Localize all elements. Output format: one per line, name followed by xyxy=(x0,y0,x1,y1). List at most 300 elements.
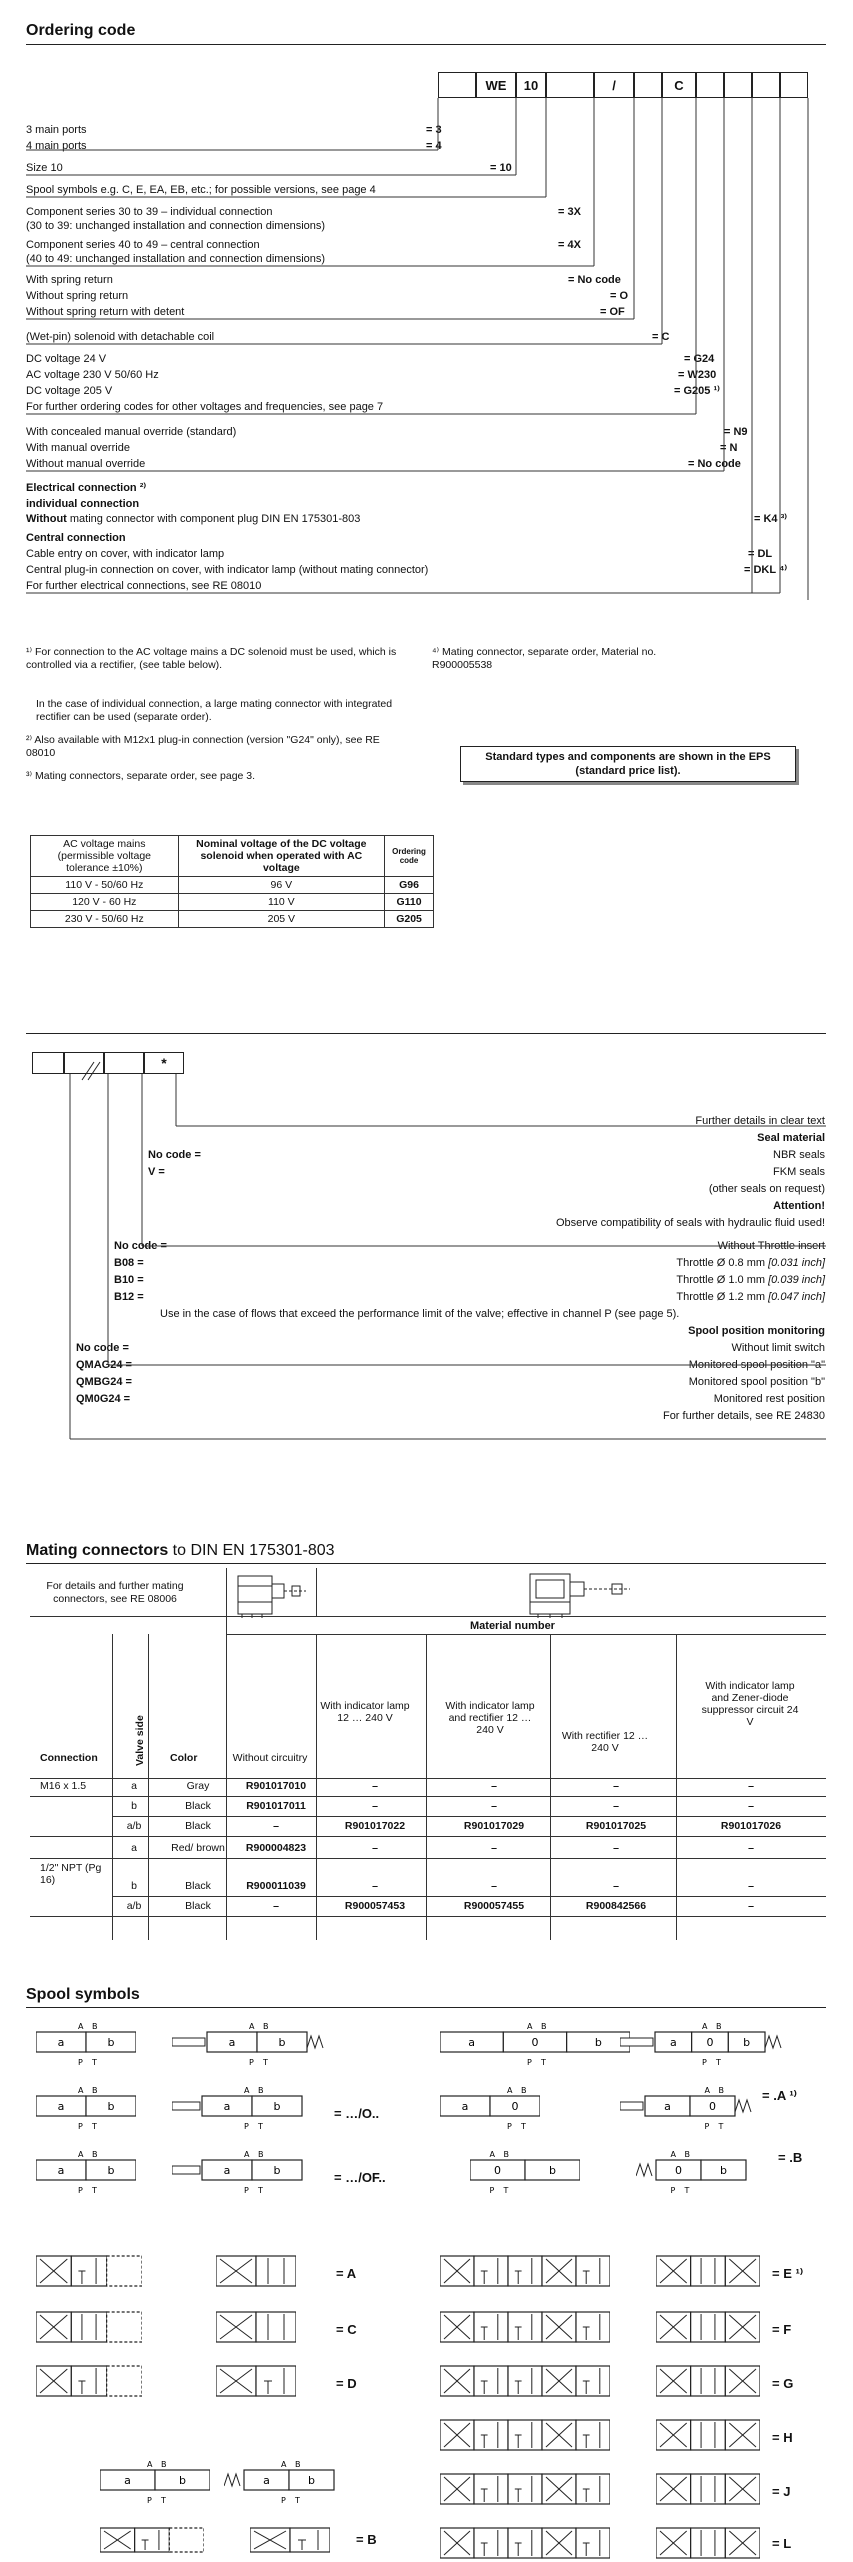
svg-text:A: A xyxy=(78,2022,84,2031)
svg-text:T: T xyxy=(718,2122,724,2131)
svg-text:P: P xyxy=(147,2496,152,2505)
code-row-label: Central connection xyxy=(26,532,126,544)
desc-text: Observe compatibility of seals with hydraulic fluid used! xyxy=(555,1217,825,1229)
code-value: = DL xyxy=(748,548,773,560)
divider xyxy=(30,1858,826,1859)
spool-label: = .B xyxy=(778,2150,803,2165)
option-code: QMBG24 = xyxy=(76,1376,132,1388)
spool-symbol xyxy=(216,2310,296,2346)
spool-symbol xyxy=(440,2082,540,2132)
mat-cell: Black xyxy=(185,1820,211,1832)
svg-text:0: 0 xyxy=(531,2036,539,2049)
spool-symbol xyxy=(440,2526,610,2562)
svg-text:P: P xyxy=(702,2058,707,2067)
svg-text:T: T xyxy=(541,2058,546,2067)
svg-text:T: T xyxy=(92,2186,97,2195)
svg-text:T: T xyxy=(684,2186,690,2195)
mat-cell: – xyxy=(613,1800,619,1812)
svg-text:B: B xyxy=(718,2086,724,2095)
spool-label: = G xyxy=(772,2376,794,2391)
mat-cell: a/b xyxy=(126,1820,142,1832)
spool-symbol xyxy=(216,2254,296,2290)
option-code: B12 = xyxy=(114,1291,144,1303)
option-code: B10 = xyxy=(114,1274,144,1286)
svg-text:b: b xyxy=(278,2036,286,2049)
svg-text:a: a xyxy=(664,2100,671,2113)
svg-text:b: b xyxy=(594,2036,602,2049)
spool-symbol xyxy=(224,2456,354,2506)
svg-text:a: a xyxy=(57,2100,65,2113)
code-box: / xyxy=(594,72,634,98)
mat-cell: – xyxy=(372,1780,378,1792)
mat-cell: – xyxy=(273,1900,279,1912)
svg-text:b: b xyxy=(273,2100,281,2113)
mat-cell: – xyxy=(748,1880,754,1892)
divider xyxy=(30,1916,826,1917)
desc-text: Monitored rest position xyxy=(713,1393,825,1405)
divider xyxy=(316,1568,317,1616)
rest: mating connector with component plug DIN EN 175301-803 xyxy=(66,513,361,525)
svg-text:0: 0 xyxy=(675,2164,682,2177)
svg-text:P: P xyxy=(249,2058,254,2067)
table-row: 230 V - 50/60 Hz 205 V G205 xyxy=(31,911,434,928)
spool-symbol xyxy=(36,2146,136,2196)
svg-text:A: A xyxy=(704,2086,710,2095)
connector-with-circuitry-image xyxy=(520,1572,650,1620)
mat-col-header: Connection xyxy=(40,1752,98,1764)
desc-text: (other seals on request) xyxy=(708,1183,825,1195)
mat-cell: – xyxy=(372,1800,378,1812)
spool-symbol xyxy=(36,2018,136,2068)
code-row-label: Component series 30 to 39 – individual connection xyxy=(26,206,273,218)
desc-text: Without limit switch xyxy=(731,1342,825,1354)
option-code: B08 = xyxy=(114,1257,144,1269)
svg-text:b: b xyxy=(107,2164,115,2177)
svg-text:P: P xyxy=(704,2122,710,2131)
mat-cell: – xyxy=(372,1880,378,1892)
svg-text:b: b xyxy=(308,2474,315,2487)
code-value: = N xyxy=(720,442,738,454)
svg-text:A: A xyxy=(281,2460,287,2469)
spool-symbol xyxy=(656,2254,760,2290)
option-code: No code = xyxy=(76,1342,129,1354)
svg-text:T: T xyxy=(161,2496,166,2505)
svg-text:T: T xyxy=(521,2122,526,2131)
mat-cell: R901017025 xyxy=(585,1820,647,1832)
svg-text:A: A xyxy=(527,2022,533,2031)
divider xyxy=(148,1634,149,1940)
spool-label: = C xyxy=(336,2322,357,2337)
spool-symbol xyxy=(656,2526,760,2562)
option-code: No code = xyxy=(114,1240,167,1252)
code-value: = No code xyxy=(688,458,741,470)
svg-text:a: a xyxy=(669,2036,677,2049)
svg-text:0: 0 xyxy=(706,2036,714,2049)
svg-text:0: 0 xyxy=(494,2164,501,2177)
divider xyxy=(426,1634,427,1940)
code-row-label: 4 main ports xyxy=(26,140,87,152)
svg-text:a: a xyxy=(223,2100,231,2113)
spool-symbol xyxy=(656,2472,760,2508)
code-value: = DKL ⁴⁾ xyxy=(744,564,788,576)
mat-cell: a/b xyxy=(126,1900,142,1912)
code-value: = K4 ³⁾ xyxy=(754,513,787,525)
option-code: No code = xyxy=(148,1149,201,1161)
divider xyxy=(676,1634,677,1940)
desc-text: Spool position monitoring xyxy=(688,1325,825,1337)
mat-cell: R901017022 xyxy=(344,1820,406,1832)
svg-text:T: T xyxy=(295,2496,300,2505)
svg-text:B: B xyxy=(521,2086,527,2095)
desc-text: Throttle Ø 0.8 mm xyxy=(676,1257,766,1269)
spool-symbol xyxy=(656,2310,760,2346)
mat-cell: R900011039 xyxy=(246,1880,306,1892)
footnote-1: ¹⁾ For connection to the AC voltage mains a DC solenoid must be used, which is controlled via a rectifier, (see table below). xyxy=(26,646,397,671)
code-box: C xyxy=(662,72,696,98)
footnote-4: ⁴⁾ Mating connector, separate order, Material no. R900005538 xyxy=(432,646,657,671)
ordering-code-title: Ordering code xyxy=(26,22,136,39)
code-row-label: (30 to 39: unchanged installation and connection dimensions) xyxy=(26,220,326,232)
svg-text:0: 0 xyxy=(511,2100,519,2113)
svg-text:a: a xyxy=(57,2036,65,2049)
svg-text:T: T xyxy=(503,2186,509,2195)
desc-text: Further details in clear text xyxy=(695,1115,825,1127)
ac-col-code: Ordering code xyxy=(385,836,434,877)
svg-text:a: a xyxy=(263,2474,270,2487)
svg-text:b: b xyxy=(743,2036,751,2049)
desc-text: Throttle Ø 1.0 mm xyxy=(676,1274,766,1286)
svg-text:B: B xyxy=(258,2150,264,2159)
standard-types-note: Standard types and components are shown in the EPS (standard price list). xyxy=(460,746,796,782)
svg-text:a: a xyxy=(223,2164,231,2177)
code-value: = G205 ¹⁾ xyxy=(674,385,720,397)
spool-label: = J xyxy=(772,2484,791,2499)
mat-col-header: With indicator lamp and Zener-diode suppressor circuit 24 V xyxy=(701,1680,799,1728)
svg-text:B: B xyxy=(503,2150,509,2159)
spool-symbols-title: Spool symbols xyxy=(26,1986,140,2003)
code-row-label: 3 main ports xyxy=(26,124,87,136)
spool-symbol xyxy=(100,2526,204,2556)
svg-text:0: 0 xyxy=(709,2100,716,2113)
svg-text:A: A xyxy=(507,2086,513,2095)
code-value: = 3X xyxy=(558,206,581,218)
spool-label: = A xyxy=(336,2266,357,2281)
mating-intro: For details and further mating connectors, see RE 08006 xyxy=(46,1580,184,1605)
code-value: = 4X xyxy=(558,239,581,251)
mat-cell: – xyxy=(748,1780,754,1792)
svg-text:B: B xyxy=(92,2150,98,2159)
svg-text:a: a xyxy=(124,2474,131,2487)
code-value: = 3 xyxy=(426,124,442,136)
code-row-label: With spring return xyxy=(26,274,113,286)
code-value: = No code xyxy=(568,274,621,286)
divider xyxy=(316,1634,317,1940)
mat-cell: – xyxy=(491,1780,497,1792)
svg-text:b: b xyxy=(179,2474,186,2487)
mat-col-header: With indicator lamp 12 … 240 V xyxy=(320,1700,410,1724)
spool-label: = L xyxy=(772,2536,792,2551)
footnote-2: ²⁾ Also available with M12x1 plug-in connection (version "G24" only), see RE 08010 xyxy=(26,734,380,759)
mat-cell: 1/2" NPT (Pg 16) xyxy=(40,1862,102,1886)
code-box: 10 xyxy=(516,72,546,98)
code-value: = C xyxy=(652,331,670,343)
desc-extra: [0.039 inch] xyxy=(768,1274,825,1286)
code-row-label: Size 10 xyxy=(26,162,63,174)
spool-symbol xyxy=(620,2082,760,2132)
spool-label: = …/O.. xyxy=(334,2106,380,2121)
spool-label: = …/OF.. xyxy=(334,2170,386,2185)
mat-cell: Gray xyxy=(186,1780,210,1792)
spool-label: = E ¹⁾ xyxy=(772,2266,804,2281)
ac-voltage-table xyxy=(30,835,434,928)
mat-col-header: With rectifier 12 … 240 V xyxy=(561,1730,649,1754)
spool-label: = B xyxy=(356,2532,377,2547)
code-row-label: Spool symbols e.g. C, E, EA, EB, etc.; for possible versions, see page 4 xyxy=(26,184,376,196)
desc-extra: [0.031 inch] xyxy=(768,1257,825,1269)
spool-symbol xyxy=(100,2456,210,2506)
connector-without-circuitry-image xyxy=(232,1572,312,1620)
spool-symbol xyxy=(656,2364,760,2400)
svg-text:b: b xyxy=(549,2164,556,2177)
desc-text: Monitored spool position "b" xyxy=(688,1376,825,1388)
divider xyxy=(30,1796,826,1797)
spool-symbol xyxy=(656,2418,760,2454)
desc-text: Attention! xyxy=(773,1200,825,1212)
svg-text:A: A xyxy=(147,2460,153,2469)
spool-symbol xyxy=(36,2364,142,2400)
divider xyxy=(112,1896,826,1897)
svg-text:A: A xyxy=(78,2086,84,2095)
svg-text:T: T xyxy=(258,2186,263,2195)
desc-extra: [0.047 inch] xyxy=(768,1291,825,1303)
option-box: * xyxy=(144,1052,184,1074)
option-code: QM0G24 = xyxy=(76,1393,131,1405)
svg-text:B: B xyxy=(684,2150,690,2159)
mat-cell: Red/ brown xyxy=(171,1842,225,1854)
spool-symbol xyxy=(620,2018,800,2068)
desc-text: For further details, see RE 24830 xyxy=(662,1410,825,1422)
divider xyxy=(112,1816,826,1817)
svg-text:b: b xyxy=(107,2100,115,2113)
mat-cell: – xyxy=(748,1900,754,1912)
spool-symbol xyxy=(440,2472,610,2508)
code-row-label: (Wet-pin) solenoid with detachable coil xyxy=(26,331,215,343)
mat-col-header: Without circuitry xyxy=(232,1752,308,1764)
desc-text: Seal material xyxy=(757,1132,825,1144)
mat-cell: – xyxy=(491,1880,497,1892)
svg-text:B: B xyxy=(92,2086,98,2095)
code-row-label: Without spring return with detent xyxy=(26,306,185,318)
spool-label: = F xyxy=(772,2322,792,2337)
svg-text:a: a xyxy=(228,2036,236,2049)
svg-text:A: A xyxy=(670,2150,676,2159)
desc-text: Without Throttle insert xyxy=(717,1240,825,1252)
svg-text:b: b xyxy=(107,2036,115,2049)
spool-label: = D xyxy=(336,2376,357,2391)
mat-cell: Black xyxy=(185,1900,211,1912)
table-row: 110 V - 50/60 Hz 96 V G96 xyxy=(31,877,434,894)
svg-text:B: B xyxy=(541,2022,547,2031)
desc-text: NBR seals xyxy=(773,1149,825,1161)
code-value: = O xyxy=(610,290,629,302)
mat-cell: R901017029 xyxy=(463,1820,525,1832)
mat-cell: a xyxy=(131,1842,137,1854)
svg-text:P: P xyxy=(78,2058,83,2067)
spool-symbol xyxy=(440,2018,630,2068)
ac-col-mains: AC voltage mains (permissible voltage tolerance ±10%) xyxy=(31,836,179,877)
svg-text:A: A xyxy=(702,2022,708,2031)
mat-cell: – xyxy=(613,1842,619,1854)
svg-text:P: P xyxy=(670,2186,676,2195)
svg-text:A: A xyxy=(244,2086,250,2095)
code-row-label: With concealed manual override (standard) xyxy=(26,426,237,438)
mat-cell: a xyxy=(131,1780,137,1792)
svg-text:P: P xyxy=(527,2058,532,2067)
divider xyxy=(30,1778,826,1779)
code-row-label: Electrical connection ²⁾ xyxy=(26,482,147,494)
mat-cell: R900057455 xyxy=(463,1900,525,1912)
mat-cell: R900842566 xyxy=(585,1900,647,1912)
option-code: QMAG24 = xyxy=(76,1359,132,1371)
mat-col-header: Valve side xyxy=(134,1715,146,1766)
spool-symbol xyxy=(36,2082,136,2132)
desc-text: FKM seals xyxy=(773,1166,825,1178)
svg-text:B: B xyxy=(295,2460,301,2469)
svg-text:a: a xyxy=(461,2100,469,2113)
mat-cell: – xyxy=(748,1800,754,1812)
svg-text:T: T xyxy=(92,2058,97,2067)
spool-title-rule xyxy=(26,2007,826,2008)
code-row-label: For further ordering codes for other voltages and frequencies, see page 7 xyxy=(26,401,384,413)
mat-cell: b xyxy=(131,1880,137,1892)
svg-text:P: P xyxy=(244,2186,249,2195)
mat-cell: R900004823 xyxy=(245,1842,307,1854)
code-value: = N9 xyxy=(724,426,748,438)
ordering-code-connector-lines xyxy=(0,0,853,600)
code-row-label: Without manual override xyxy=(26,458,146,470)
code-value: = OF xyxy=(600,306,625,318)
mat-cell: – xyxy=(748,1842,754,1854)
code-row-label: DC voltage 24 V xyxy=(26,353,107,365)
spool-label: = .A ¹⁾ xyxy=(762,2088,797,2103)
code-value: = W230 xyxy=(678,369,717,381)
option-code: V = xyxy=(148,1166,165,1178)
code-row-label: AC voltage 230 V 50/60 Hz xyxy=(26,369,159,381)
spool-symbol xyxy=(172,2082,332,2132)
spool-symbol xyxy=(172,2018,342,2068)
code-row-label: For further electrical connections, see RE 08010 xyxy=(26,580,262,592)
mat-cell: R901017026 xyxy=(720,1820,782,1832)
spool-symbol xyxy=(440,2364,610,2400)
code-value: = 10 xyxy=(490,162,512,174)
desc-text: Throttle Ø 1.2 mm xyxy=(676,1291,766,1303)
footnote-1b: In the case of individual connection, a large mating connector with integrated rectifier can be used (separate order). xyxy=(36,698,393,723)
mating-title-rule xyxy=(26,1563,826,1564)
desc-text: Monitored spool position "a" xyxy=(688,1359,825,1371)
svg-text:A: A xyxy=(249,2022,255,2031)
code-row-label: With manual override xyxy=(26,442,130,454)
svg-text:T: T xyxy=(263,2058,268,2067)
mat-cell: R901017010 xyxy=(245,1780,307,1792)
svg-text:T: T xyxy=(716,2058,721,2067)
mat-cell: b xyxy=(131,1800,137,1812)
table-row: 120 V - 60 Hz 110 V G110 xyxy=(31,894,434,911)
mat-cell: – xyxy=(613,1780,619,1792)
mat-cell: Black xyxy=(185,1800,211,1812)
code-row-label: individual connection xyxy=(26,498,140,510)
mat-cell: – xyxy=(273,1820,279,1832)
spool-symbol xyxy=(250,2526,330,2556)
ac-col-nominal: Nominal voltage of the DC voltage solenoid when operated with AC voltage xyxy=(178,836,384,877)
svg-text:B: B xyxy=(263,2022,269,2031)
svg-text:P: P xyxy=(244,2122,249,2131)
spool-symbol xyxy=(636,2146,766,2196)
spool-symbol xyxy=(36,2310,142,2346)
code-row-label: DC voltage 205 V xyxy=(26,385,113,397)
spool-symbol xyxy=(440,2310,610,2346)
footnote-3: ³⁾ Mating connectors, separate order, see page 3. xyxy=(26,770,256,782)
code-row-label: Cable entry on cover, with indicator lamp xyxy=(26,548,225,560)
svg-text:B: B xyxy=(258,2086,264,2095)
code-row-label: Central plug-in connection on cover, with indicator lamp (without mating connector) xyxy=(26,564,429,576)
code-box: WE xyxy=(476,72,516,98)
code-value: = 4 xyxy=(426,140,442,152)
code-row-label: (40 to 49: unchanged installation and connection dimensions) xyxy=(26,253,326,265)
option-connector-lines xyxy=(0,1040,853,1450)
mat-cell: – xyxy=(613,1880,619,1892)
svg-text:A: A xyxy=(78,2150,84,2159)
mat-cell: R900057453 xyxy=(344,1900,406,1912)
svg-text:T: T xyxy=(258,2122,263,2131)
svg-text:a: a xyxy=(57,2164,65,2177)
mat-cell: M16 x 1.5 xyxy=(40,1780,87,1792)
divider xyxy=(30,1836,826,1837)
svg-text:a: a xyxy=(468,2036,476,2049)
spool-symbol xyxy=(216,2364,296,2400)
material-number-header: Material number xyxy=(470,1620,555,1632)
svg-text:B: B xyxy=(716,2022,722,2031)
spool-symbol xyxy=(470,2146,580,2196)
mat-cell: – xyxy=(491,1842,497,1854)
spool-symbol xyxy=(172,2146,332,2196)
divider xyxy=(112,1634,113,1940)
svg-text:b: b xyxy=(273,2164,281,2177)
mat-col-header: With indicator lamp and rectifier 12 … 240 V xyxy=(445,1700,535,1736)
code-value: = G24 xyxy=(684,353,715,365)
svg-text:P: P xyxy=(281,2496,286,2505)
mat-cell: R901017011 xyxy=(246,1800,306,1812)
divider xyxy=(30,1616,826,1617)
mat-col-header: Color xyxy=(170,1752,198,1764)
mat-cell: – xyxy=(372,1842,378,1854)
svg-text:T: T xyxy=(92,2122,97,2131)
svg-text:B: B xyxy=(161,2460,167,2469)
svg-text:P: P xyxy=(507,2122,512,2131)
svg-text:A: A xyxy=(489,2150,495,2159)
divider xyxy=(550,1634,551,1940)
svg-text:b: b xyxy=(720,2164,727,2177)
spool-symbol xyxy=(36,2254,142,2290)
mating-connectors-title: Mating connectors to DIN EN 175301-803 xyxy=(26,1542,335,1559)
spool-symbol xyxy=(440,2418,610,2454)
section2-rule xyxy=(26,1033,826,1034)
svg-text:P: P xyxy=(489,2186,495,2195)
mat-cell: Black xyxy=(185,1880,211,1892)
svg-text:P: P xyxy=(78,2186,83,2195)
code-row-label: Component series 40 to 49 – central connection xyxy=(26,239,260,251)
mat-cell: – xyxy=(491,1800,497,1812)
desc-text: Use in the case of flows that exceed the performance limit of the valve; effective in channel P (see page 5). xyxy=(160,1308,680,1320)
